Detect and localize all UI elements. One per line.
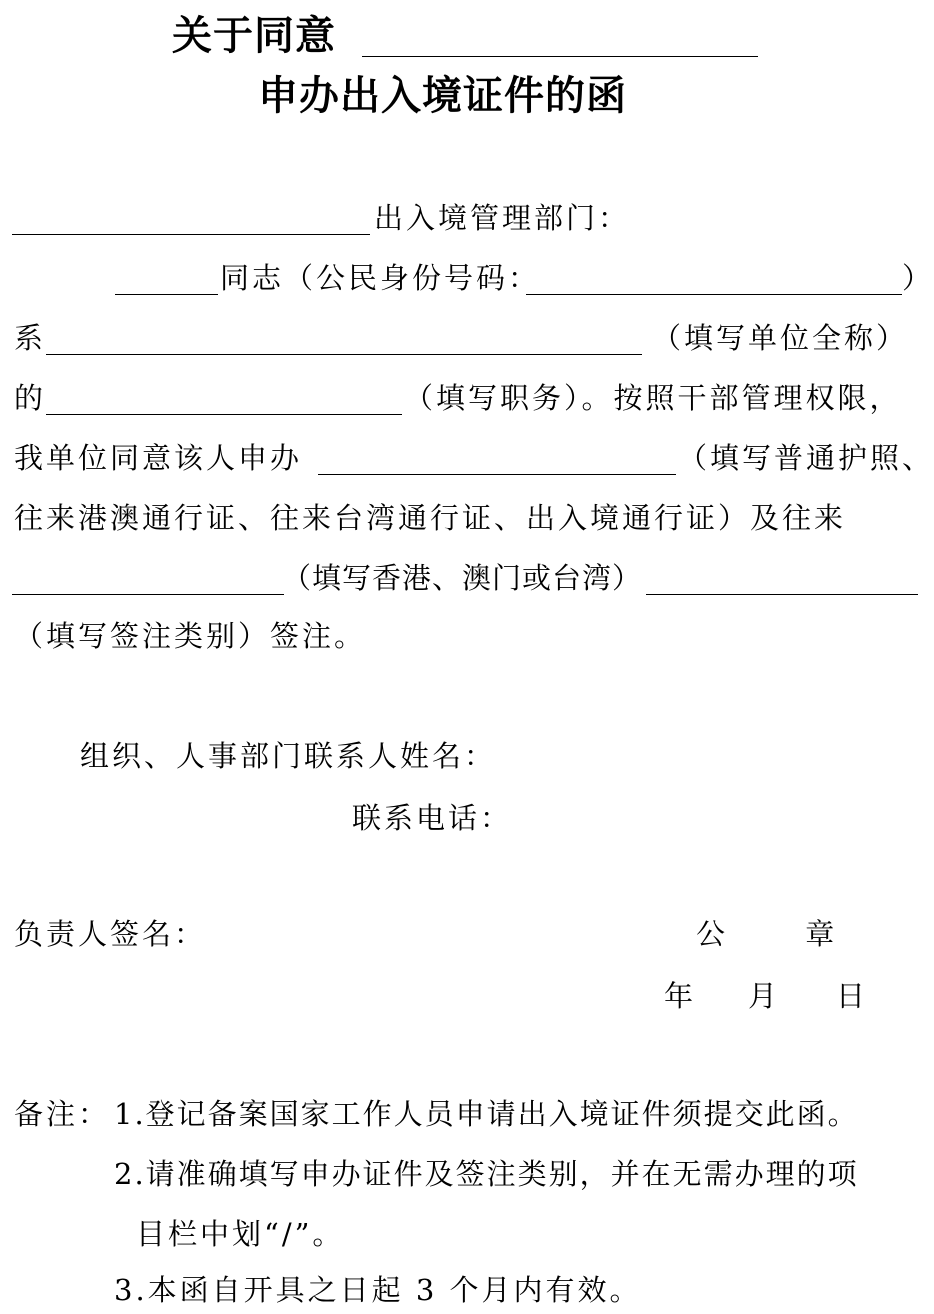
document-hint-a: （填写普通护照、: [678, 441, 934, 475]
region-blank-line[interactable]: [12, 594, 284, 595]
agree-prefix: 我单位同意该人申办: [14, 441, 303, 475]
date-month: 月: [748, 979, 781, 1013]
duty-blank-line[interactable]: [46, 414, 402, 415]
title-line-1: 关于同意: [172, 13, 336, 59]
unit-hint: （填写单位全称）: [652, 321, 909, 355]
signer-label: 负责人签名：: [14, 917, 207, 951]
id-number-blank-line[interactable]: [526, 294, 902, 295]
document-hint-b: 往来港澳通行证、往来台湾通行证、出入境通行证）及往来: [14, 501, 847, 535]
comrade-id-label: 同志（公民身份号码：: [220, 261, 541, 295]
note-item-1: 1.登记备案国家工作人员申请出入境证件须提交此函。: [114, 1097, 859, 1131]
de-text: 的: [14, 381, 47, 415]
name-blank-line[interactable]: [115, 294, 218, 295]
title-line-2: 申办出入境证件的函: [258, 73, 627, 119]
endorsement-blank-line[interactable]: [646, 594, 918, 595]
seal-label: 公 章: [696, 917, 849, 951]
date-year: 年: [664, 979, 697, 1013]
endorsement-hint: （填写签注类别）签注。: [14, 619, 367, 653]
date-day: 日: [836, 979, 869, 1013]
region-hint: （填写香港、澳门或台湾）: [282, 561, 643, 595]
notes-label: 备注：: [14, 1097, 111, 1131]
note-item-2-continued: 目栏中划“/”。: [136, 1217, 345, 1251]
xi-text: 系: [14, 321, 47, 355]
document-type-blank-line[interactable]: [318, 474, 676, 475]
note-item-3: 3.本函自开具之日起 3 个月内有效。: [114, 1273, 642, 1307]
department-blank-line[interactable]: [12, 234, 370, 235]
title-blank-line[interactable]: [362, 56, 758, 57]
unit-blank-line[interactable]: [46, 354, 642, 355]
salutation-text: 出入境管理部门：: [374, 201, 631, 235]
contact-phone-label: 联系电话：: [352, 801, 513, 835]
duty-hint: （填写职务）。按照干部管理权限，: [404, 381, 902, 415]
close-paren: ）: [902, 261, 934, 295]
note-item-2: 2.请准确填写申办证件及签注类别，并在无需办理的项: [114, 1157, 859, 1191]
contact-name-label: 组织、人事部门联系人姓名：: [80, 739, 497, 773]
